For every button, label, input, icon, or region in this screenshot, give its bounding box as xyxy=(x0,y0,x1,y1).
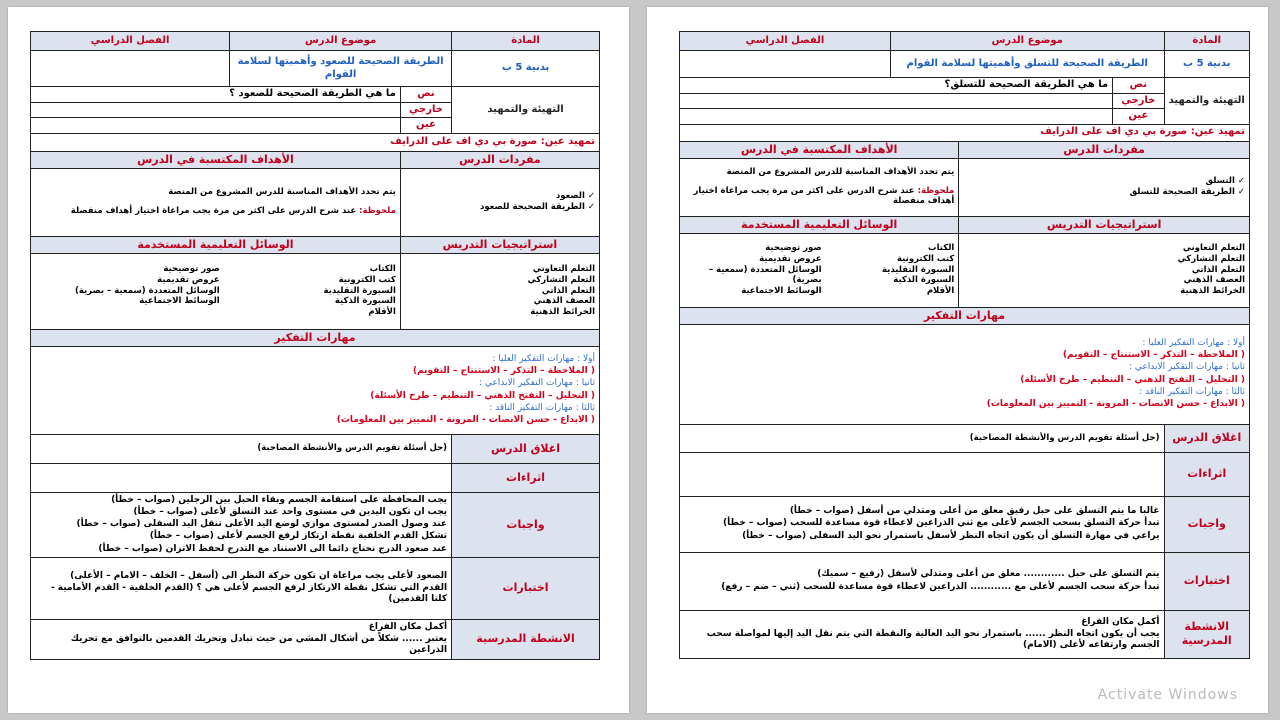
warmup-label: التهيئة والتمهيد xyxy=(1164,78,1250,125)
media-item: الأقلام xyxy=(926,285,955,296)
homework-item: عند صعود الدرج نحتاج دائما الى الاستناد مع التدرج لحفظ الاتزان (صواب – خطأ) xyxy=(98,543,448,554)
skills-items: ( الابداع - حسن الانصات - المرونة - التمييز بين المعلومات) xyxy=(986,399,1245,409)
homework-item: تبدأ حركة التسلق بسحب الجسم لأعلى مع ثني الذراعين لاعطاء قوة مساعدة للسحب (صواب – خطأ) xyxy=(722,518,1160,529)
skills-title: أولا : مهارات التفكير العليا : xyxy=(1142,337,1245,348)
skills-items: ( الملاحظة – التذكر – الاستنتاج – التقويم) xyxy=(412,366,595,376)
skills-header: مهارات التفكير xyxy=(31,329,600,346)
closure-text: (حل أسئلة تقويم الدرس والأنشطة المصاحبة) xyxy=(680,424,1165,452)
homework-item: تشكل القدم الخلفية نقطة ارتكاز لرفع الجسم لأعلى (صواب – خطأ) xyxy=(149,531,448,542)
strategy-item: الخرائط الذهنية xyxy=(530,306,595,317)
closure-label: اغلاق الدرس xyxy=(452,434,600,463)
media-item: السبورة التقليدية xyxy=(882,264,955,275)
level-eye: عين xyxy=(400,118,451,134)
vocab-item: ✓ الطريقة الصحيحة للصعود xyxy=(405,202,595,213)
level-text: نص xyxy=(1113,78,1164,94)
subject-value: بدنية 5 ب xyxy=(1164,51,1250,78)
skills-items: ( الابداع - حسن الانصات - المرونة - التمييز بين المعلومات) xyxy=(336,415,595,425)
term-value xyxy=(31,51,230,87)
goals-cell xyxy=(31,168,401,236)
enrichment-label: اثراءات xyxy=(452,463,600,492)
vocab-cell xyxy=(400,168,599,236)
vocab-item: ✓ التسلق xyxy=(963,176,1245,187)
activities-cell xyxy=(680,610,1165,658)
tests-label: اختبارات xyxy=(452,557,600,619)
term-header: الفصل الدراسي xyxy=(680,32,891,51)
media-cell xyxy=(31,253,401,329)
topic-value: الطريقة الصحيحة للتسلق وأهميتها لسلامة القوام xyxy=(890,51,1164,78)
homework-label: واجبات xyxy=(1164,496,1250,552)
homework-item: غالبا ما يتم التسلق على حبل رفيق معلق من أعلى ومتدلي من أسفل (صواب – خطأ) xyxy=(789,506,1160,517)
activities-cell xyxy=(31,619,452,659)
media-column xyxy=(46,264,219,307)
activity-item: أكمل مكان الفراغ xyxy=(368,621,448,632)
skills-items: ( الملاحظة – التذكر – الاستنتاج – التقويم) xyxy=(1062,350,1245,360)
goal-text: يتم تحدد الأهداف المناسبة للدرس المشروع من المنصة xyxy=(726,167,955,178)
enrichment-cell xyxy=(680,452,1165,496)
media-item: الوسائل المتعددة (سمعية – بصرية) xyxy=(75,285,220,296)
media-item: الأقلام xyxy=(368,306,396,317)
media-header: الوسائل التعليمية المستخدمة xyxy=(31,236,401,253)
vocab-header: مفردات الدرس xyxy=(400,151,599,168)
strategies-cell xyxy=(959,233,1250,307)
homework-item: يجب المحافظة على استقامة الجسم وبقاء الحبل بين الرجلين (صواب – خطأ) xyxy=(111,494,448,505)
skills-title: ثانيا : مهارات التفكير الابداعي : xyxy=(1128,362,1245,373)
level-external: خارجي xyxy=(400,102,451,118)
strategies-header: استراتيجيات التدريس xyxy=(400,236,599,253)
media-item: صور توضيحية xyxy=(765,243,822,254)
skills-title: أولا : مهارات التفكير العليا : xyxy=(492,353,595,364)
skills-title: ثالثا : مهارات التفكير الناقد : xyxy=(1139,386,1245,397)
warmup-question: ما هي الطريقة الصحيحة للصعود ؟ xyxy=(31,87,401,103)
media-item: الوسائط الاجتماعية xyxy=(741,285,822,296)
enrichment-cell xyxy=(31,463,452,492)
lesson-sheet-climbing xyxy=(647,7,1268,713)
warmup-label: التهيئة والتمهيد xyxy=(452,87,600,134)
media-column xyxy=(692,243,822,296)
closure-label: اغلاق الدرس xyxy=(1164,424,1250,452)
warmup-eye-cell xyxy=(31,118,401,134)
subject-header: المادة xyxy=(452,32,600,51)
media-item: السبورة الذكية xyxy=(893,275,955,286)
topic-header: موضوع الدرس xyxy=(230,32,452,51)
test-item: القدم التي تشكل نقطة الارتكاز لرفع الجسم لأعلى هي ؟ (القدم الخلفية - القدم الأمامية - كلتا القدمين) xyxy=(50,583,448,605)
test-item: تبدأ حركة سحب الجسم لأعلى مع ............ الذراعين لاعطاء قوة مساعدة للسحب (ثني – ضم – رفع) xyxy=(721,581,1160,592)
test-item: الصعود لأعلى يجب مراعاة ان تكون حركة النظر الى (أسفل – الخلف – الامام – الأعلى) xyxy=(70,570,448,581)
activity-item: يعتبر ...... شكلاً من أشكال المشي من حيث تبادل وتحريك القدمين بالتوافق مع تحريك الذراعين xyxy=(70,634,448,656)
term-header: الفصل الدراسي xyxy=(31,32,230,51)
warmup-hook: تمهيد عين: صورة بي دي اف على الدرايف xyxy=(680,124,1250,141)
topic-value: الطريقة الصحيحة للصعود وأهميتها لسلامة القوام xyxy=(230,51,452,87)
homework-item: عند وصول الصدر لمستوى موازي لوضع اليد الأعلى تنقل اليد السفلى (صواب – خطأ) xyxy=(76,519,448,529)
subject-value: بدنية 5 ب xyxy=(452,51,600,87)
subject-header: المادة xyxy=(1164,32,1250,51)
strategy-item: التعلم الذاتي xyxy=(541,285,595,296)
media-item: السبورة الذكية xyxy=(334,296,396,307)
level-text: نص xyxy=(400,87,451,103)
vocab-item: ✓ الصعود xyxy=(405,191,595,202)
media-item: عروض تقديمية xyxy=(157,275,220,286)
goal-text: يتم تحدد الأهداف المناسبة للدرس المشروع من المنصة xyxy=(168,187,396,198)
tests-label: اختبارات xyxy=(1164,552,1250,610)
strategy-item: التعلم التعاوني xyxy=(532,264,595,275)
skills-cell xyxy=(680,324,1250,424)
homework-item: يراعي في مهارة التسلق أن يكون اتجاه النظر لأسفل باستمرار نحو اليد السفلى (صواب – خطأ) xyxy=(742,530,1160,541)
strategy-item: التعلم التشاركي xyxy=(1177,254,1245,265)
media-item: الوسائل المتعددة (سمعية – بصرية) xyxy=(708,264,822,286)
warmup-question: ما هي الطريقة الصحيحة للتسلق؟ xyxy=(680,78,1113,94)
homework-cell xyxy=(680,496,1165,552)
note-label: ملحوظة: xyxy=(917,185,955,196)
vocab-cell xyxy=(959,158,1250,216)
note-text: عند شرح الدرس على اكثر من مرة يجب مراعاة اختيار أهداف منفصلة xyxy=(70,206,357,216)
lesson-plan-table xyxy=(679,31,1250,659)
media-item: الكتاب xyxy=(369,264,396,275)
skills-title: ثانيا : مهارات التفكير الابداعي : xyxy=(478,378,595,389)
media-header: الوسائل التعليمية المستخدمة xyxy=(680,216,959,233)
tests-cell xyxy=(680,552,1165,610)
warmup-external-cell xyxy=(31,102,401,118)
media-cell xyxy=(680,233,959,307)
tests-cell xyxy=(31,557,452,619)
strategy-item: الخرائط الذهنية xyxy=(1180,285,1245,296)
level-eye: عين xyxy=(1113,109,1164,125)
topic-header: موضوع الدرس xyxy=(890,32,1164,51)
activities-label: الانشطة المدرسية xyxy=(452,619,600,659)
level-external: خارجي xyxy=(1113,93,1164,109)
warmup-hook: تمهيد عين: صورة بي دي اف على الدرايف xyxy=(31,133,600,151)
homework-cell xyxy=(31,492,452,557)
warmup-eye-cell xyxy=(680,109,1113,125)
strategies-header: استراتيجيات التدريس xyxy=(959,216,1250,233)
skills-items: ( التحليل – التفتح الذهني – التنظيم – طرح الأسئلة) xyxy=(1020,374,1245,385)
test-item: يتم التسلق على حبل ............ معلق من أعلى ومتدلي لأسفل (رفيع – سميك) xyxy=(817,569,1160,580)
skills-title: ثالثا : مهارات التفكير الناقد : xyxy=(489,402,595,413)
watermark: Activate Windows xyxy=(1097,687,1238,703)
enrichment-label: اثراءات xyxy=(1164,452,1250,496)
activity-item: يجب أن يكون اتجاه النظر ...... باستمرار نحو اليد العالية والنقطة التي يتم نقل اليد إليها لمواصلة سحب الجسم وارتفاعه لأعلى (الامام) xyxy=(706,628,1160,651)
closure-text: (حل أسئلة تقويم الدرس والأنشطة المصاحبة) xyxy=(31,434,452,463)
strategy-item: التعلم التشاركي xyxy=(527,275,595,286)
strategy-item: التعلم التعاوني xyxy=(1182,243,1245,254)
skills-header: مهارات التفكير xyxy=(680,307,1250,324)
strategy-item: التعلم الذاتي xyxy=(1191,264,1245,275)
note-text: عند شرح الدرس على اكثر من مرة يجب مراعاة اختيار أهداف منفصلة xyxy=(693,185,955,207)
media-column xyxy=(825,243,955,296)
lesson-sheet-climb-up xyxy=(8,7,629,713)
media-item: عروض تقديمية xyxy=(759,254,822,265)
strategies-cell xyxy=(400,253,599,329)
media-item: كتب الكترونية xyxy=(338,275,396,286)
homework-item: يجب ان تكون اليدين في مستوى واحد عند التسلق لأعلى (صواب – خطأ) xyxy=(133,506,448,517)
homework-label: واجبات xyxy=(452,492,600,557)
skills-items: ( التحليل – التفتح الذهني – التنظيم – طرح الأسئلة) xyxy=(370,390,595,401)
lesson-plan-table xyxy=(30,31,600,660)
activity-item: أكمل مكان الفراغ xyxy=(1081,616,1160,627)
media-item: صور توضيحية xyxy=(163,264,220,275)
activities-label: الانشطة المدرسية xyxy=(1164,610,1250,658)
media-item: الوسائط الاجتماعية xyxy=(139,296,220,307)
strategy-item: العصف الذهني xyxy=(1183,275,1245,286)
warmup-external-cell xyxy=(680,93,1113,109)
media-item: كتب الكترونية xyxy=(897,254,955,265)
media-item: السبورة التقليدية xyxy=(323,285,396,296)
goals-header: الأهداف المكتسبة في الدرس xyxy=(680,141,959,158)
term-value xyxy=(680,51,891,78)
media-item: الكتاب xyxy=(928,243,955,254)
goals-cell xyxy=(680,158,959,216)
vocab-item: ✓ الطريقة الصحيحة للتسلق xyxy=(963,187,1245,198)
skills-cell xyxy=(31,346,600,434)
vocab-header: مفردات الدرس xyxy=(959,141,1250,158)
note-label: ملحوظة: xyxy=(359,206,396,216)
strategy-item: العصف الذهني xyxy=(533,296,595,307)
media-column xyxy=(223,264,396,317)
goals-header: الأهداف المكتسبة في الدرس xyxy=(31,151,401,168)
